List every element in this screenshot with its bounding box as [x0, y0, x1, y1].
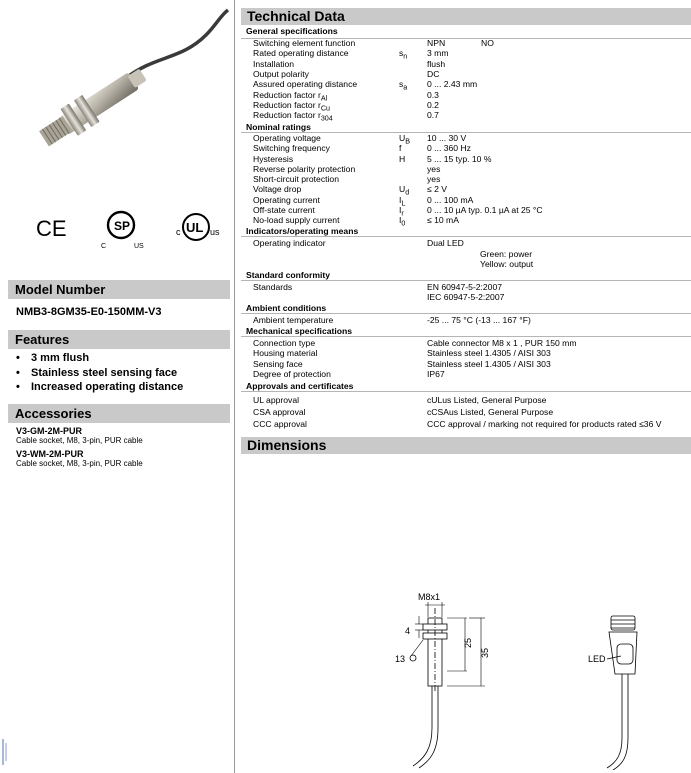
svg-text:LED: LED: [588, 654, 606, 664]
accessory-desc: Cable socket, M8, 3-pin, PUR cable: [16, 459, 143, 468]
wrench-icon: [410, 655, 416, 661]
features-header: Features: [8, 330, 230, 349]
svg-text:us: us: [210, 227, 220, 237]
model-number-header: Model Number: [8, 280, 230, 299]
features-list: [16, 351, 183, 395]
accessories-header: Accessories: [8, 404, 230, 423]
accessory-item: [16, 449, 143, 468]
group-standards: Standard conformity: [246, 270, 331, 280]
svg-text:c: c: [176, 227, 181, 237]
feature-item: • Stainless steel sensing face: [16, 366, 183, 381]
group-nominal: Nominal ratings: [246, 122, 311, 132]
technical-data-header: Technical Data: [241, 8, 691, 25]
right-column: Technical Data General specifications Switching element function NPN NO Rated operating distance $s_n$ 3 mm Installation flush Output polarity DC Assured operating distance $s_a$ 0 ... 2.43 mm Reduction factor $r_{Al}$ 0.3 Reduction factor $r_{Cu}$ 0.2 Reduction factor $r_{304}$ 0.7 Nominal ratings Operating voltage $U_B$ 10 ... 30 V Switching frequency f 0 ... 360 Hz Hysteresis H 5 ... 15 typ. 10 % Reverse polarity protection yes Short-circuit protection yes Voltage drop $U_d$ ≤ 2 V Operating current $I_L$ 0 ... 100 mA Off-state current $I_r$ 0 ... 10 µA typ. 0.1 µA at 25 °C No-load supply current $I_0$ ≤ 10 mA Indicators/operating means Operating indicator Dual LED Green: power Yellow: output Standard conformity Standards EN 60947-5-2:2007 IEC 60947-5-2:2007 Ambient conditions Ambient temperature -25 ... 75 °C (-13 ... 167 °F) Mechanical specifications Connection type Cable connector M8 x 1 , PUR 150 mm Housing material Stainless steel 1.4305 / AISI 303 Sensing face Stainless steel 1.4305 / AISI 303 Degree of protection IP67 Approvals and certificates UL approval cULus Listed, General Purpose CSA approval cCSAus Listed, General Purpose CCC approval CCC approval / marking not required for products rated ≤36 V Dimensions M8x1 4 25 35 13 LED: [241, 0, 691, 773]
group-mechanical: Mechanical specifications: [246, 326, 353, 336]
column-divider: [234, 0, 235, 773]
svg-text:4: 4: [405, 626, 411, 636]
group-indicators: Indicators/operating means: [246, 226, 359, 236]
group-approvals: Approvals and certificates: [246, 381, 354, 391]
led-green-note: Green: power: [480, 249, 533, 259]
left-column: [0, 0, 232, 773]
connector-drawing: [607, 616, 637, 770]
svg-text:UL: UL: [186, 220, 204, 235]
csa-logo-icon: [101, 212, 144, 250]
group-ambient: Ambient conditions: [246, 303, 327, 313]
svg-text:CE: CE: [36, 216, 67, 241]
ce-mark-icon: [36, 216, 67, 241]
feature-item: • 3 mm flush: [16, 351, 183, 366]
svg-text:US: US: [134, 243, 144, 250]
product-photo: [16, 0, 230, 195]
feature-item: • Increased operating distance: [16, 380, 183, 395]
accessory-name: V3-WM-2M-PUR: [16, 449, 84, 459]
svg-text:13: 13: [395, 654, 406, 664]
sensor-outline: [413, 608, 447, 768]
side-margin-mark: [1, 735, 9, 769]
accessory-item: [16, 426, 143, 445]
accessory-desc: Cable socket, M8, 3-pin, PUR cable: [16, 436, 143, 445]
led-yellow-note: Yellow: output: [480, 259, 534, 269]
svg-text:35: 35: [480, 647, 490, 658]
svg-text:25: 25: [463, 637, 473, 648]
dimension-lines: [411, 602, 485, 686]
svg-text:C: C: [101, 243, 107, 250]
culus-logo-icon: [176, 214, 220, 240]
group-general: General specifications: [246, 26, 338, 36]
dimensions-header: Dimensions: [241, 437, 691, 454]
certification-logos: [16, 205, 230, 255]
dimension-drawing: [385, 588, 677, 770]
svg-text:M8x1: M8x1: [418, 592, 441, 602]
accessory-name: V3-GM-2M-PUR: [16, 426, 83, 436]
standard-iec: IEC 60947-5-2:2007: [427, 292, 505, 302]
model-number: NMB3-8GM35-E0-150MM-V3: [16, 306, 162, 318]
svg-text:SP: SP: [114, 219, 131, 233]
